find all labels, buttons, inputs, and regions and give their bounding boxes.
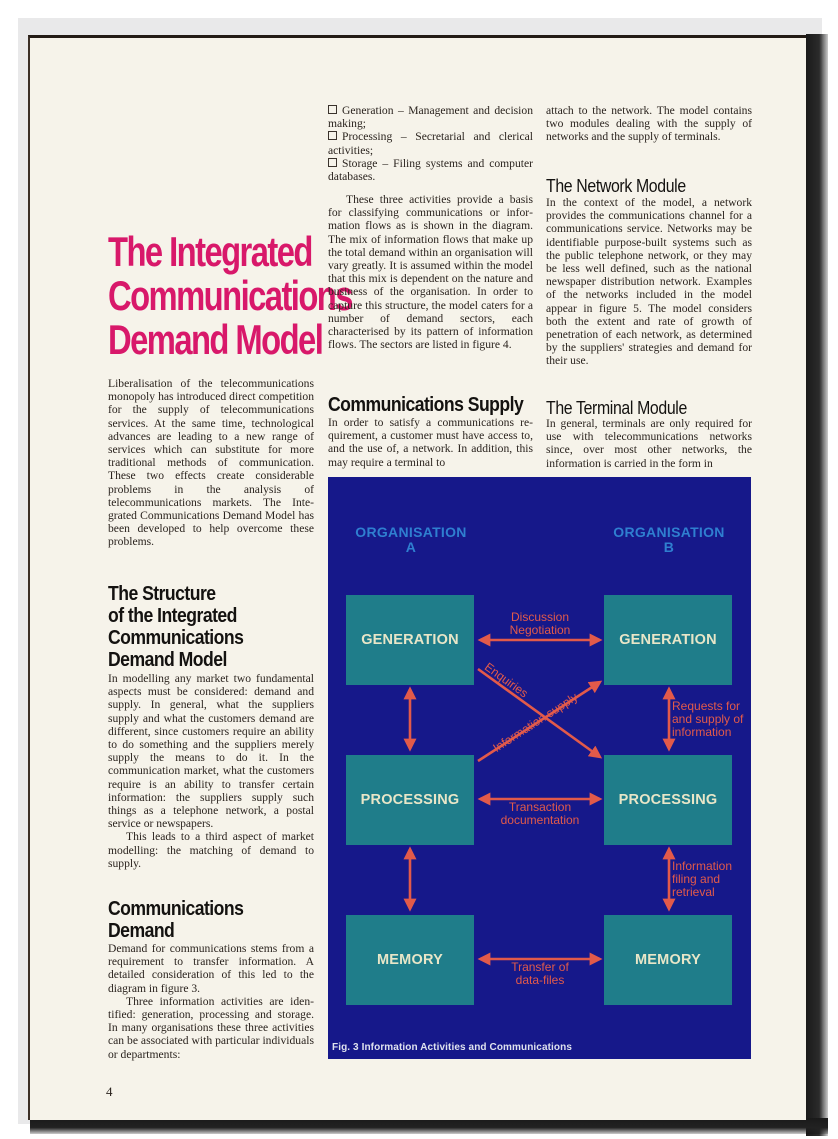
supply-paragraph-start: In order to satisfy a communications requirement, a customer must have access to, and the use of, a network. In addition, this may require a terminal to xyxy=(328,416,533,469)
flow-label-line: Information xyxy=(672,859,733,873)
page-number: 4 xyxy=(106,1084,113,1099)
flow-label-line: and supply of xyxy=(672,712,744,726)
flow-label-filing xyxy=(672,860,752,899)
figure-caption: Fig. 3 Information Activities and Communications xyxy=(332,1042,573,1053)
terminal-module-paragraph: In general, terminals are only required for use with telecommunications networks since, over most other networks, the information is carried in the form in xyxy=(546,417,752,470)
title-line-3: Demand Model xyxy=(108,316,323,363)
structure-heading-line-4: Demand Model xyxy=(108,649,227,671)
demand-paragraph-2: Three information activities are identified: generation, processing and storage. In many organisations these three activities can be associated with particular individuals or departments: xyxy=(108,994,314,1061)
demand-heading xyxy=(108,898,243,942)
flow-label-line: retrieval xyxy=(672,885,715,899)
structure-heading-line-3: Communications xyxy=(108,627,244,649)
block-b-memory: MEMORY xyxy=(604,915,732,1005)
list-item-generation xyxy=(328,104,533,130)
demand-heading-line-1: Communications xyxy=(108,898,244,920)
organisation-b-line-2: B xyxy=(663,539,675,555)
network-module-heading: The Network Module xyxy=(546,176,686,196)
structure-heading-line-2: of the Integrated xyxy=(108,605,237,627)
page-title xyxy=(108,228,352,363)
block-a-generation: GENERATION xyxy=(346,595,474,685)
intro-paragraph: Liberalisation of the telecommunications monopoly has introduced direct competition for the supply of telecommunications services. At the same time, technological advances are leading to a new range of services which can substitute for more traditional methods of communication. These two effects create considerable problems in the analysis of telecommunications markets. The Integrated Communications Demand Model has been developed to help overcome these problems. xyxy=(108,377,314,549)
list-item-text: Processing – Secretarial and clerical activities; xyxy=(328,130,533,157)
block-b-generation: GENERATION xyxy=(604,595,732,685)
flow-label-line: Transfer of xyxy=(511,960,569,974)
flow-label-line: Requests for xyxy=(672,699,741,713)
list-item-processing xyxy=(328,130,533,156)
activities-paragraph-text: These three activities provide a basis for classifying communications or information flows as is shown in the diagram. The mix of information flows that make up the total demand within an organisation will vary greatly. It is assumed within the model that this mix is dependent on the nature and business of the organisation. In order to capture this structure, the model caters for a number of demand sectors, each characterised by its pattern of information flows. The sectors are listed in figure 4. xyxy=(328,193,533,352)
demand-heading-line-2: Demand xyxy=(108,920,175,942)
flow-label-line: Discussion xyxy=(510,610,570,624)
structure-paragraph-2: This leads to a third aspect of market modelling: the matching of demand to supply. xyxy=(108,830,314,870)
checkbox-bullet-icon xyxy=(328,105,337,114)
block-a-memory: MEMORY xyxy=(346,915,474,1005)
supply-heading: Communications Supply xyxy=(328,394,524,416)
organisation-a-line-2: A xyxy=(405,539,417,555)
flow-label-line: filing and xyxy=(672,872,721,886)
page-shadow-bottom xyxy=(30,1118,828,1134)
structure-body xyxy=(108,672,314,870)
list-item-text: Generation – Management and decision making; xyxy=(328,104,533,131)
checkbox-bullet-icon xyxy=(328,131,337,140)
block-a-processing: PROCESSING xyxy=(346,755,474,845)
activities-list xyxy=(328,104,533,183)
network-module-paragraph: In the context of the model, a network provides the communications channel for a communications service. Networks may be identifiable purpose-built systems such as the public telephone network, or they may be less well defined, such as the national newspaper distribution network. Examples of the networks included in the model appear in figure 5. The model considers both the extent and rate of growth of penetration of each network, as determined by the suppliers' strategies and demand for their use. xyxy=(546,196,752,368)
flow-label-line: Transaction xyxy=(508,800,572,814)
page-shadow-right xyxy=(806,34,828,1136)
organisation-a-line-1: ORGANISATION xyxy=(355,524,467,540)
flow-label-transfer xyxy=(478,961,602,987)
block-b-processing: PROCESSING xyxy=(604,755,732,845)
structure-heading-line-1: The Structure xyxy=(108,583,216,605)
list-item-storage xyxy=(328,157,533,183)
checkbox-bullet-icon xyxy=(328,158,337,167)
organisation-b-label xyxy=(604,525,734,555)
flow-label-information-supply: Information supply xyxy=(490,689,581,755)
title-line-2: Communications xyxy=(108,272,352,319)
flow-label-line: Negotiation xyxy=(509,623,571,637)
figure-3-diagram xyxy=(328,477,751,1059)
activities-paragraph xyxy=(328,193,533,351)
structure-heading xyxy=(108,583,243,671)
flow-label-requests xyxy=(672,700,752,739)
terminal-module-heading: The Terminal Module xyxy=(546,398,687,418)
title-line-1: The Integrated xyxy=(108,228,312,275)
structure-paragraph-1: In modelling any market two fundamental aspects must be considered: demand and supply. In general, what the suppliers supply and what the customers demand are different, since customers require an ability to do something and the suppliers merely supply the means to do it. In the communication market, what the customers require is an ability to transfer certain information: the suppliers supply such things as a telephone network, a postal service or newspapers. xyxy=(108,672,314,831)
list-item-text: Storage – Filing systems and computer databases. xyxy=(328,156,533,184)
flow-label-line: documentation xyxy=(500,813,580,827)
demand-paragraph-1: Demand for communications stems from a requirement to transfer information. A detailed consideration of this led to the diagram in figure 3. xyxy=(108,942,314,995)
flow-label-line: information xyxy=(672,725,732,739)
flow-label-line: data-files xyxy=(515,973,565,987)
organisation-b-line-1: ORGANISATION xyxy=(613,524,725,540)
demand-body xyxy=(108,942,314,1061)
flow-label-enquiries: Enquiries xyxy=(482,659,531,701)
organisation-a-label xyxy=(346,525,476,555)
flow-label-discussion xyxy=(478,611,602,637)
supply-paragraph-continued: attach to the network. The model contains two modules dealing with the supply of networks and the supply of terminals. xyxy=(546,104,752,144)
flow-label-transaction xyxy=(478,801,602,827)
